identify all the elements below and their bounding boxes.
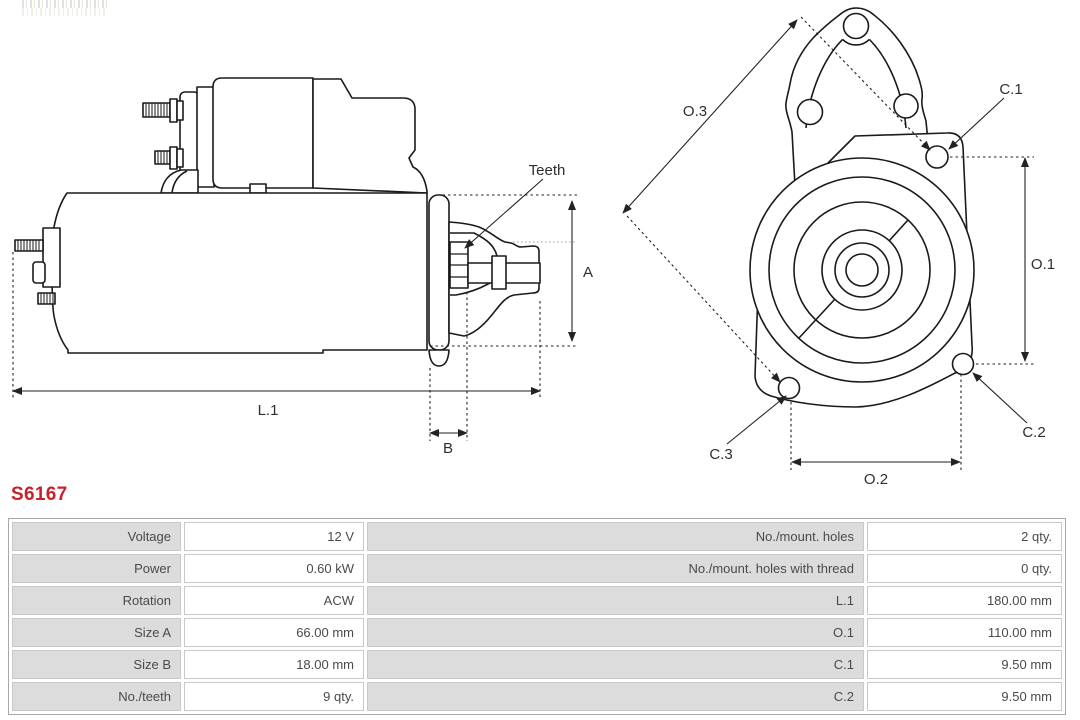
spec-label: Size B [12,650,181,679]
spec-label: No./mount. holes [367,522,864,551]
label-size-a: A [582,264,594,281]
starter-side-view [15,78,540,366]
spec-label: Size A [12,618,181,647]
starter-front-view [750,8,974,407]
bell-hole-right [894,94,918,118]
table-row [12,522,1062,551]
spec-label: O.1 [367,618,864,647]
label-size-b: B [442,440,454,457]
spec-value: 12 V [184,522,364,551]
solenoid-body [213,78,313,188]
drive-flange [429,195,449,350]
spec-value: 18.00 mm [184,650,364,679]
label-o3: O.3 [682,103,708,120]
table-row [12,682,1062,711]
terminal-nut [177,101,183,120]
label-teeth: Teeth [528,162,566,179]
flange-bump [429,350,449,366]
table-row [12,650,1062,679]
bell-hole-top [844,14,869,39]
spec-table [8,518,1066,715]
bell-hole-left [798,100,823,125]
label-o2: O.2 [863,471,889,488]
mount-hole-c3 [779,378,800,399]
spec-label: No./mount. holes with thread [367,554,864,583]
solenoid-bracket [313,79,427,193]
terminal-stud-lower [155,151,170,164]
motor-body [52,193,427,353]
c2-leader [973,373,1027,423]
solenoid-foot-right [250,184,266,193]
spec-value: 9.50 mm [867,682,1062,711]
spec-value: 9 qty. [184,682,364,711]
spec-value: 110.00 mm [867,618,1062,647]
terminal-nut [170,99,177,122]
spec-label: L.1 [367,586,864,615]
shaft-collar [492,256,506,289]
label-l1: L.1 [257,402,279,419]
mount-hole-c1 [926,146,948,168]
mount-hole-c2 [953,354,974,375]
spec-label: Voltage [12,522,181,551]
spec-value: ACW [184,586,364,615]
spec-table-wrapper [8,518,1066,715]
shaft-center [846,254,878,286]
spec-value: 0.60 kW [184,554,364,583]
solenoid-foot [161,170,198,193]
spec-label: No./teeth [12,682,181,711]
label-c1: C.1 [999,81,1023,98]
table-row [12,586,1062,615]
spec-value: 9.50 mm [867,650,1062,679]
spec-value: 180.00 mm [867,586,1062,615]
dim-o3-arrow [623,20,797,213]
table-row [12,554,1062,583]
spec-label: Power [12,554,181,583]
label-c2: C.2 [1022,424,1046,441]
terminal-stud-top [143,103,170,117]
spec-value: 2 qty. [867,522,1062,551]
body-terminal-notch [33,262,45,283]
teeth-leader [465,179,543,248]
spec-value: 0 qty. [867,554,1062,583]
spec-value: 66.00 mm [184,618,364,647]
solenoid-cap-inner [197,87,214,187]
spec-label: Rotation [12,586,181,615]
label-o1: O.1 [1030,256,1056,273]
terminal-nut [170,147,177,169]
spec-label: C.2 [367,682,864,711]
c3-leader [727,396,786,444]
spec-label: C.1 [367,650,864,679]
terminal-nut [177,149,183,167]
table-row [12,618,1062,647]
label-c3: C.3 [709,446,733,463]
c1-leader [949,98,1004,149]
product-code: S6167 [11,484,68,505]
